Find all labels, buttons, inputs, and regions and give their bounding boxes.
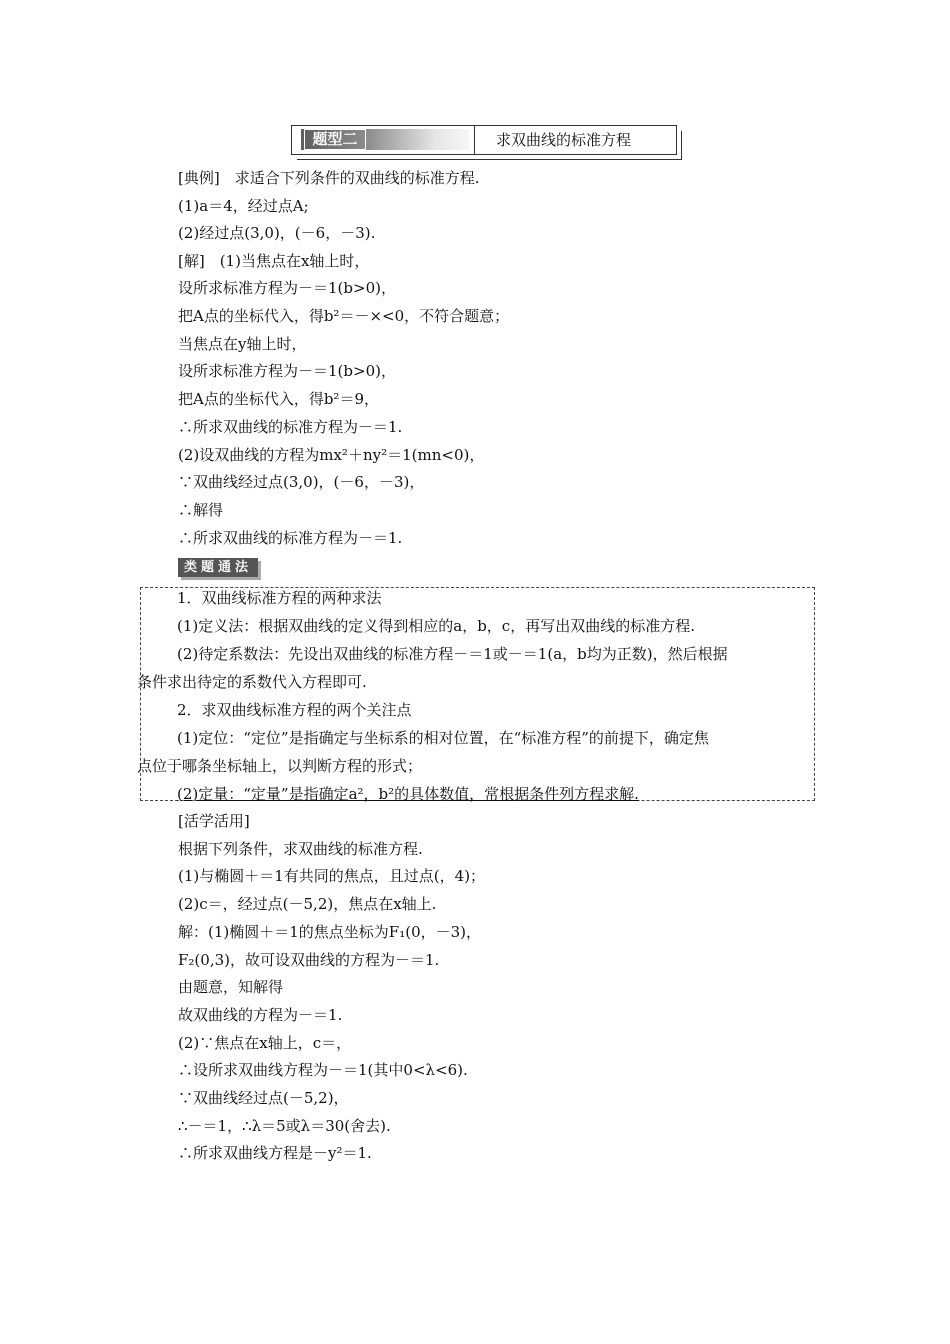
example-line: [解] (1)当焦点在x轴上时， (178, 252, 370, 270)
summary-line: 1．双曲线标准方程的两种求法 (177, 589, 382, 607)
practice-line: ∴所求双曲线方程是－y²＝1. (178, 1144, 372, 1162)
header-divider (474, 126, 475, 154)
practice-line: F₂(0,3)，故可设双曲线的方程为－＝1. (178, 951, 440, 969)
practice-line: (2)∵焦点在x轴上，c＝， (178, 1034, 352, 1052)
example-line: ∴所求双曲线的标准方程为－＝1. (178, 418, 403, 436)
summary-line: 点位于哪条坐标轴上，以判断方程的形式； (137, 757, 423, 775)
summary-line: (2)待定系数法：先设出双曲线的标准方程－＝1或－＝1(a，b均为正数)，然后根据 (177, 645, 728, 663)
practice-line: ∴设所求双曲线方程为－＝1(其中0<λ<6). (178, 1061, 468, 1079)
example-line: 当焦点在y轴上时， (178, 335, 307, 353)
example-line: 设所求标准方程为－＝1(b>0)， (178, 279, 396, 297)
summary-line: (1)定位：“定位”是指确定与坐标系的相对位置，在“标准方程”的前提下，确定焦 (177, 729, 709, 747)
practice-line: 由题意，知解得 (178, 978, 284, 996)
practice-line: 根据下列条件，求双曲线的标准方程. (178, 840, 423, 858)
example-line: [典例] 求适合下列条件的双曲线的标准方程. (178, 169, 480, 187)
example-line: 设所求标准方程为－＝1(b>0)， (178, 362, 396, 380)
section-header (291, 125, 677, 155)
practice-line: (1)与椭圆＋＝1有共同的焦点，且过点(，4)； (178, 867, 486, 885)
section-tag-label: 题型二 (304, 129, 366, 150)
practice-line: [活学活用] (178, 812, 250, 830)
summary-line: (1)定义法：根据双曲线的定义得到相应的a，b，c，再写出双曲线的标准方程. (177, 617, 695, 635)
practice-line: ∴－＝1，∴λ＝5或λ＝30(舍去). (178, 1117, 391, 1135)
summary-line: 2．求双曲线标准方程的两个关注点 (177, 701, 412, 719)
practice-line: 故双曲线的方程为－＝1. (178, 1006, 343, 1024)
example-line: ∴解得 (178, 501, 224, 519)
summary-badge: 类题通法 (178, 558, 258, 577)
example-line: (1)a＝4，经过点A; (178, 197, 309, 215)
summary-box (137, 587, 815, 803)
example-line: ∴所求双曲线的标准方程为－＝1. (178, 529, 403, 547)
section-tag (301, 129, 469, 150)
example-line: (2)经过点(3,0)，(－6，－3). (178, 224, 376, 242)
example-line: 把A点的坐标代入，得b²＝－×<0，不符合题意； (178, 307, 510, 325)
practice-line: 解：(1)椭圆＋＝1的焦点坐标为F₁(0，－3)， (178, 923, 482, 941)
practice-line: ∵双曲线经过点(－5,2)， (178, 1089, 349, 1107)
example-line: 把A点的坐标代入，得b²＝9， (178, 390, 379, 408)
example-line: ∵双曲线经过点(3,0)，(－6，－3)， (178, 473, 425, 491)
summary-line: (2)定量：“定量”是指确定a²，b²的具体数值，常根据条件列方程求解. (177, 785, 639, 803)
example-line: (2)设双曲线的方程为mx²＋ny²＝1(mn<0)， (178, 446, 485, 464)
section-title: 求双曲线的标准方程 (496, 131, 632, 149)
practice-line: (2)c＝，经过点(－5,2)，焦点在x轴上. (178, 895, 437, 913)
summary-line: 条件求出待定的系数代入方程即可. (137, 673, 367, 691)
